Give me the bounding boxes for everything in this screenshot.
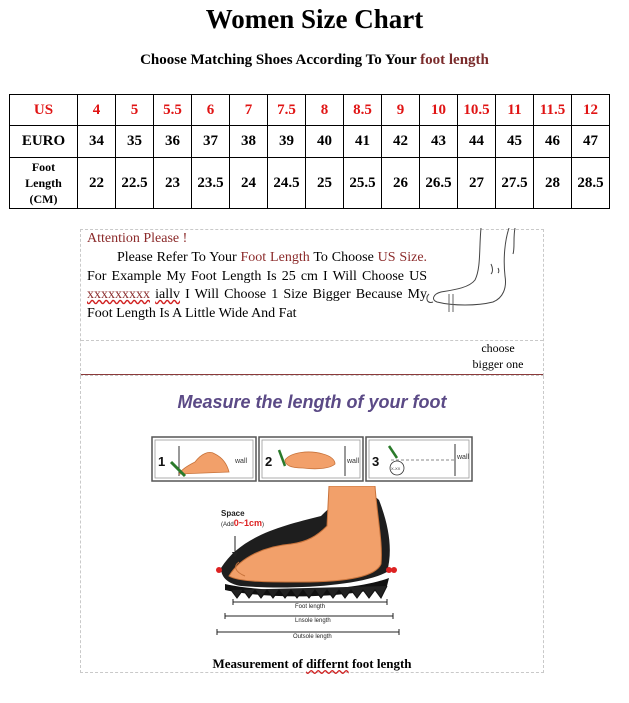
us-cell: 8 [306,95,344,126]
us-cell: 7 [230,95,268,126]
euro-cell: 38 [230,126,268,158]
note-placeholder: xxxxxxxxx [87,287,150,302]
red-divider-line [81,374,543,375]
us-cell: 10 [420,95,458,126]
us-cell: 11 [496,95,534,126]
caption-typo: differnt [306,656,349,671]
euro-cell: 35 [116,126,154,158]
euro-cell: 47 [572,126,610,158]
us-cell: 12 [572,95,610,126]
cm-cell: 24.5 [268,158,306,209]
table-row-foot-length [10,158,610,209]
note-text-3: For Example My Foot Length Is 25 cm I Will Choose US [87,268,427,284]
us-cell: 5 [116,95,154,126]
space-range-value: 0~1cm [233,518,262,528]
euro-cell: 45 [496,126,534,158]
euro-cell: 37 [192,126,230,158]
euro-cell: 42 [382,126,420,158]
caption-prefix: Measurement of [212,656,303,671]
subtitle-highlight: foot length [420,52,489,68]
cm-cell: 27.5 [496,158,534,209]
step-2-number: 2 [265,454,273,469]
cm-cell: 27 [458,158,496,209]
step-1-number: 1 [158,454,166,469]
cm-cell: 28 [534,158,572,209]
space-label: Space [221,509,245,518]
us-cell: 6 [192,95,230,126]
space-range-prefix: (Add [221,522,234,528]
us-cell: 8.5 [344,95,382,126]
us-cell: 9 [382,95,420,126]
euro-cell: 44 [458,126,496,158]
table-row-us [10,95,610,126]
attention-box [80,229,544,376]
cm-cell: 22.5 [116,158,154,209]
subtitle-text: Choose Matching Shoes According To Your [140,52,417,68]
caption-suffix: foot length [351,656,412,671]
measure-steps-illustration [151,436,473,484]
cm-cell: 24 [230,158,268,209]
euro-cell: 39 [268,126,306,158]
foot-sketch-icon [419,228,529,318]
svg-text:(Add0~1cm) [221,518,264,528]
shoe-measurement-diagram [211,486,411,641]
size-table [9,94,610,209]
attention-paragraph [87,249,427,323]
us-cell: 4 [78,95,116,126]
step-3-tag: X-XX [391,466,401,471]
cm-cell: 25.5 [344,158,382,209]
step-3-panel [366,437,472,481]
step-1-wall: wall [235,458,248,465]
insole-length-label: Lnsole length [295,618,331,624]
cm-cell: 22 [78,158,116,209]
foot-length-header-line2: Length [25,176,62,190]
cm-cell: 26.5 [420,158,458,209]
us-header: US [10,95,78,126]
cm-cell: 28.5 [572,158,610,209]
cm-cell: 23 [154,158,192,209]
measure-title: Measure the length of your foot [177,392,447,412]
foot-length-header-line3: (CM) [29,192,58,206]
step-3-number: 3 [372,454,380,469]
euro-header: EURO [10,126,78,158]
step-2-panel [259,437,363,481]
foot-length-header-line1: Foot [31,160,56,174]
step-3-wall: wall [457,454,470,461]
euro-cell: 34 [78,126,116,158]
note-us-size: US Size. [377,250,428,265]
us-cell: 11.5 [534,95,572,126]
foot-length-label: Foot length [295,604,326,610]
step-2-wall: wall [347,458,360,465]
measure-caption [81,656,543,672]
attention-heading: Attention Please ! [87,231,188,246]
space-range-suffix: ) [261,522,264,528]
euro-cell: 46 [534,126,572,158]
us-cell: 5.5 [154,95,192,126]
page-title: Women Size Chart [205,4,424,34]
us-cell: 7.5 [268,95,306,126]
note-text-4: I Will Choose 1 Size Bigger Because My Foot Length Is A Little Wide And Fat [87,287,428,321]
table-row-euro [10,126,610,158]
cm-cell: 25 [306,158,344,209]
choose-bigger-note [453,340,543,372]
note-foot-length: Foot Length [240,250,310,265]
outsole-length-label: Outsole length [293,634,332,640]
measure-section [80,376,544,673]
euro-cell: 41 [344,126,382,158]
cm-cell: 26 [382,158,420,209]
foot-length-header [10,158,78,209]
euro-cell: 43 [420,126,458,158]
subtitle [0,52,629,69]
note-typo: iallv [155,287,181,302]
cm-cell: 23.5 [192,158,230,209]
us-cell: 10.5 [458,95,496,126]
choose-line-1: choose [481,341,515,355]
euro-cell: 36 [154,126,192,158]
step-1-panel [152,437,256,481]
euro-cell: 40 [306,126,344,158]
choose-line-2: bigger one [472,357,524,371]
note-text-2: To Choose [313,250,374,265]
note-text-1: Please Refer To Your [117,250,237,265]
